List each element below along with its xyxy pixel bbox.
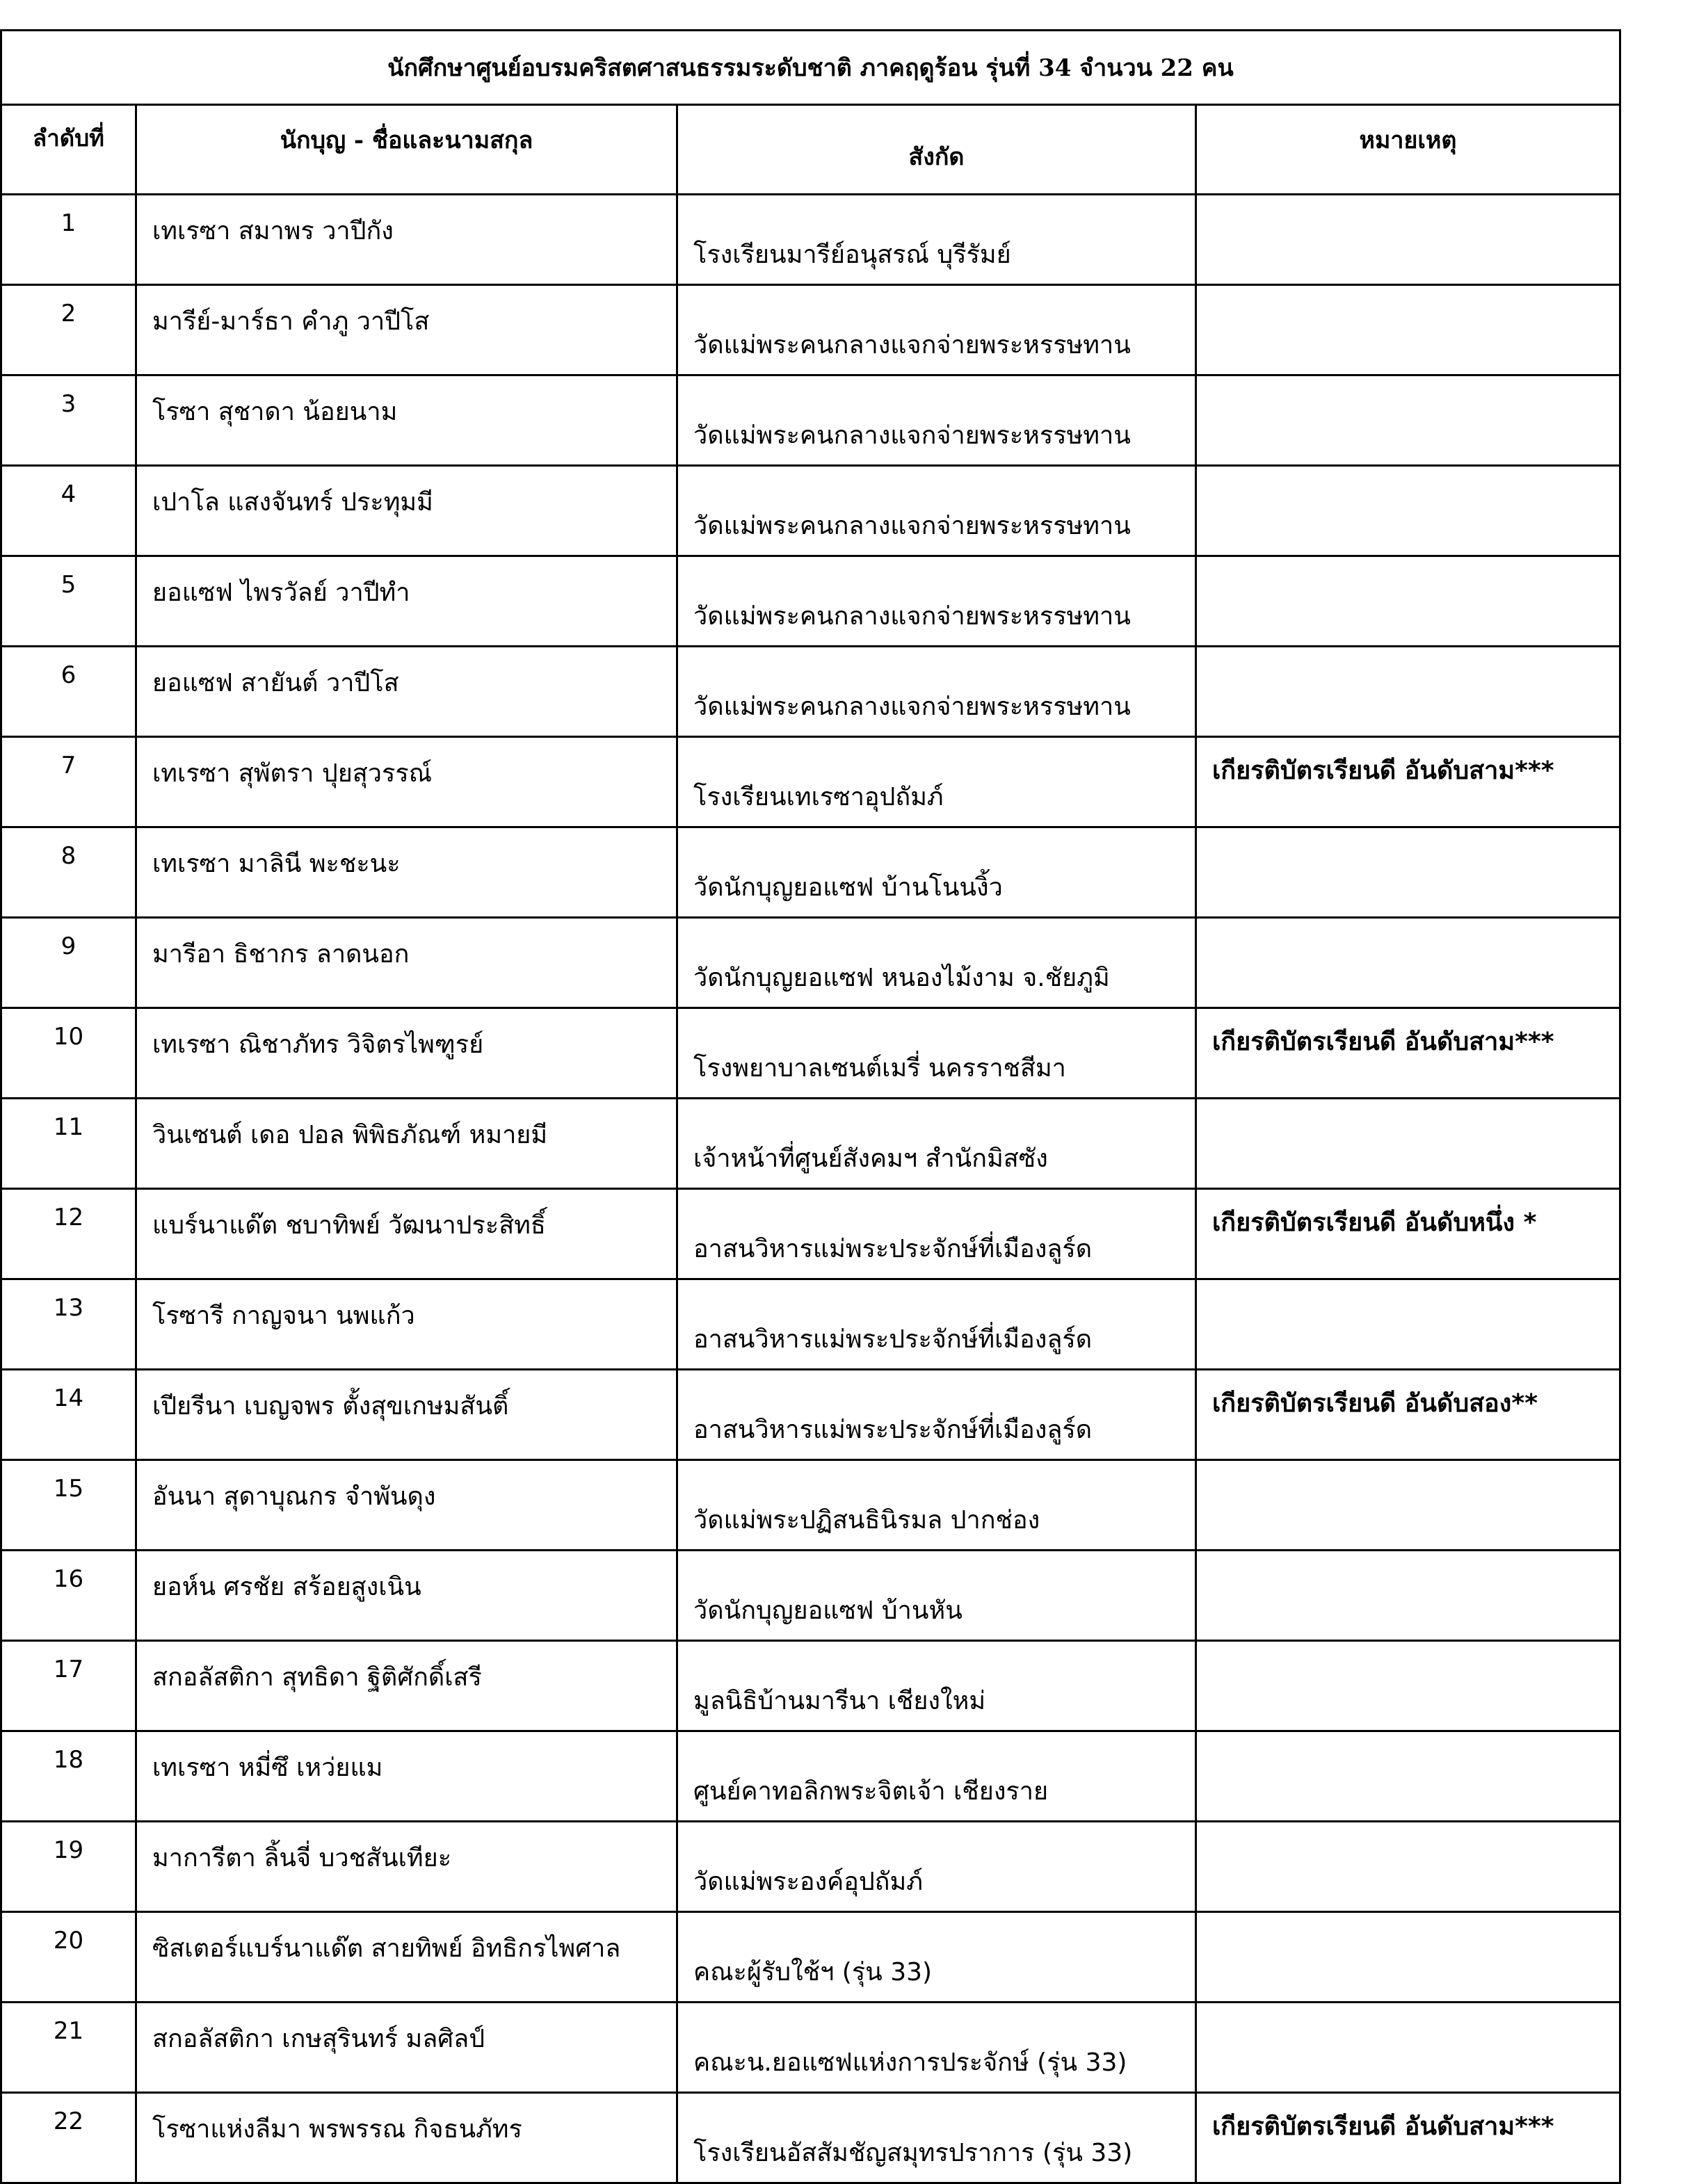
table-row xyxy=(1,827,1620,918)
row-number: 5 xyxy=(1,556,136,647)
student-name: เปาโล แสงจันทร์ ประทุมมี xyxy=(136,466,677,556)
table-row xyxy=(1,2003,1620,2093)
remark xyxy=(1196,1279,1620,1370)
row-number: 11 xyxy=(1,1099,136,1189)
student-name: เปียรีนา เบญจพร ตั้งสุขเกษมสันติ์ xyxy=(136,1370,677,1460)
header-affiliation: สังกัด xyxy=(677,105,1196,195)
student-name: โรซาแห่งลีมา พรพรรณ กิจธนภัทร xyxy=(136,2093,677,2183)
remark xyxy=(1196,285,1620,375)
student-name: เทเรซา ณิชาภัทร วิจิตรไพฑูรย์ xyxy=(136,1008,677,1099)
table-row xyxy=(1,1912,1620,2003)
student-name: โรซารี กาญจนา นพแก้ว xyxy=(136,1279,677,1370)
row-number: 4 xyxy=(1,466,136,556)
student-name: ยอห์น ศรชัย สร้อยสูงเนิน xyxy=(136,1551,677,1641)
table-row xyxy=(1,1731,1620,1822)
table-row xyxy=(1,375,1620,466)
student-name: สกอลัสติกา สุทธิดา ฐิติศักดิ์เสรี xyxy=(136,1641,677,1731)
affiliation: โรงพยาบาลเซนต์เมรี่ นครราชสีมา xyxy=(677,1008,1196,1099)
affiliation: วัดแม่พระคนกลางแจกจ่ายพระหรรษทาน xyxy=(677,375,1196,466)
affiliation: วัดแม่พระคนกลางแจกจ่ายพระหรรษทาน xyxy=(677,466,1196,556)
affiliation: อาสนวิหารแม่พระประจักษ์ที่เมืองลูร์ด xyxy=(677,1189,1196,1279)
row-number: 12 xyxy=(1,1189,136,1279)
student-roster-table xyxy=(0,29,1621,2184)
remark: เกียรติบัตรเรียนดี อันดับสาม*** xyxy=(1196,1008,1620,1099)
student-name: แบร์นาแด๊ต ชบาทิพย์ วัฒนาประสิทธิ์ xyxy=(136,1189,677,1279)
affiliation: วัดนักบุญยอแซฟ บ้านโนนงิ้ว xyxy=(677,827,1196,918)
table-row xyxy=(1,1279,1620,1370)
row-number: 2 xyxy=(1,285,136,375)
student-name: สกอลัสติกา เกษสุรินทร์ มลศิลป์ xyxy=(136,2003,677,2093)
row-number: 3 xyxy=(1,375,136,466)
affiliation: โรงเรียนมารีย์อนุสรณ์ บุรีรัมย์ xyxy=(677,195,1196,285)
header-remark: หมายเหตุ xyxy=(1196,105,1620,195)
row-number: 14 xyxy=(1,1370,136,1460)
row-number: 8 xyxy=(1,827,136,918)
student-name: เทเรซา สมาพร วาปีกัง xyxy=(136,195,677,285)
remark xyxy=(1196,1822,1620,1912)
remark xyxy=(1196,1099,1620,1189)
roster-body xyxy=(1,195,1620,2183)
affiliation: คณะน.ยอแซฟแห่งการประจักษ์ (รุ่น 33) xyxy=(677,2003,1196,2093)
table-row xyxy=(1,1099,1620,1189)
student-name: เทเรซา มาลินี พะชะนะ xyxy=(136,827,677,918)
affiliation: ศูนย์คาทอลิกพระจิตเจ้า เชียงราย xyxy=(677,1731,1196,1822)
table-row xyxy=(1,1822,1620,1912)
remark: เกียรติบัตรเรียนดี อันดับหนึ่ง * xyxy=(1196,1189,1620,1279)
affiliation: อาสนวิหารแม่พระประจักษ์ที่เมืองลูร์ด xyxy=(677,1370,1196,1460)
student-name: ยอแซฟ สายันต์ วาปีโส xyxy=(136,647,677,737)
table-row xyxy=(1,285,1620,375)
affiliation: วัดแม่พระคนกลางแจกจ่ายพระหรรษทาน xyxy=(677,556,1196,647)
remark xyxy=(1196,1731,1620,1822)
row-number: 19 xyxy=(1,1822,136,1912)
student-name: ยอแซฟ ไพรวัลย์ วาปีทำ xyxy=(136,556,677,647)
row-number: 10 xyxy=(1,1008,136,1099)
affiliation: วัดแม่พระปฏิสนธินิรมล ปากช่อง xyxy=(677,1460,1196,1551)
table-row xyxy=(1,2093,1620,2183)
affiliation: วัดนักบุญยอแซฟ หนองไม้งาม จ.ชัยภูมิ xyxy=(677,918,1196,1008)
remark xyxy=(1196,1551,1620,1641)
row-number: 17 xyxy=(1,1641,136,1731)
remark xyxy=(1196,556,1620,647)
row-number: 1 xyxy=(1,195,136,285)
table-row xyxy=(1,918,1620,1008)
header-name: นักบุญ - ชื่อและนามสกุล xyxy=(136,105,677,195)
remark xyxy=(1196,195,1620,285)
table-row xyxy=(1,1551,1620,1641)
remark xyxy=(1196,827,1620,918)
table-row xyxy=(1,737,1620,827)
affiliation: วัดแม่พระคนกลางแจกจ่ายพระหรรษทาน xyxy=(677,285,1196,375)
affiliation: วัดแม่พระองค์อุปถัมภ์ xyxy=(677,1822,1196,1912)
table-row xyxy=(1,1370,1620,1460)
row-number: 6 xyxy=(1,647,136,737)
affiliation: โรงเรียนเทเรซาอุปถัมภ์ xyxy=(677,737,1196,827)
student-name: มารีอา ธิชากร ลาดนอก xyxy=(136,918,677,1008)
affiliation: อาสนวิหารแม่พระประจักษ์ที่เมืองลูร์ด xyxy=(677,1279,1196,1370)
row-number: 18 xyxy=(1,1731,136,1822)
affiliation: วัดแม่พระคนกลางแจกจ่ายพระหรรษทาน xyxy=(677,647,1196,737)
student-name: อันนา สุดาบุณกร จำพันดุง xyxy=(136,1460,677,1551)
remark xyxy=(1196,1912,1620,2003)
row-number: 20 xyxy=(1,1912,136,2003)
remark xyxy=(1196,647,1620,737)
student-name: เทเรซา สุพัตรา ปุยสุวรรณ์ xyxy=(136,737,677,827)
affiliation: วัดนักบุญยอแซฟ บ้านหัน xyxy=(677,1551,1196,1641)
title-row xyxy=(1,31,1620,105)
row-number: 22 xyxy=(1,2093,136,2183)
student-name: มาการีตา ลิ้นจี่ บวชสันเทียะ xyxy=(136,1822,677,1912)
remark: เกียรติบัตรเรียนดี อันดับสอง** xyxy=(1196,1370,1620,1460)
table-title: นักศึกษาศูนย์อบรมคริสตศาสนธรรมระดับชาติ ภาคฤดูร้อน รุ่นที่ 34 จำนวน 22 คน xyxy=(1,31,1620,105)
remark xyxy=(1196,1641,1620,1731)
header-row xyxy=(1,105,1620,195)
student-name: เทเรซา หมี่ซึ เหว่ยแม xyxy=(136,1731,677,1822)
row-number: 21 xyxy=(1,2003,136,2093)
remark xyxy=(1196,1460,1620,1551)
row-number: 13 xyxy=(1,1279,136,1370)
remark: เกียรติบัตรเรียนดี อันดับสาม*** xyxy=(1196,737,1620,827)
table-row xyxy=(1,1641,1620,1731)
header-no: ลำดับที่ xyxy=(1,105,136,195)
row-number: 16 xyxy=(1,1551,136,1641)
remark xyxy=(1196,375,1620,466)
row-number: 15 xyxy=(1,1460,136,1551)
affiliation: เจ้าหน้าที่ศูนย์สังคมฯ สำนักมิสซัง xyxy=(677,1099,1196,1189)
table-row xyxy=(1,466,1620,556)
table-row xyxy=(1,647,1620,737)
student-name: ซิสเตอร์แบร์นาแด๊ต สายทิพย์ อิทธิกรไพศาล xyxy=(136,1912,677,2003)
affiliation: โรงเรียนอัสสัมชัญสมุทรปราการ (รุ่น 33) xyxy=(677,2093,1196,2183)
remark xyxy=(1196,2003,1620,2093)
affiliation: มูลนิธิบ้านมารีนา เชียงใหม่ xyxy=(677,1641,1196,1731)
remark: เกียรติบัตรเรียนดี อันดับสาม*** xyxy=(1196,2093,1620,2183)
table-row xyxy=(1,1008,1620,1099)
affiliation: คณะผู้รับใช้ฯ (รุ่น 33) xyxy=(677,1912,1196,2003)
student-name: มารีย์-มาร์ธา คำภู วาปีโส xyxy=(136,285,677,375)
row-number: 9 xyxy=(1,918,136,1008)
table-row xyxy=(1,1460,1620,1551)
row-number: 7 xyxy=(1,737,136,827)
remark xyxy=(1196,918,1620,1008)
table-row xyxy=(1,556,1620,647)
student-name: วินเซนต์ เดอ ปอล พิพิธภัณฑ์ หมายมี xyxy=(136,1099,677,1189)
table-row xyxy=(1,1189,1620,1279)
remark xyxy=(1196,466,1620,556)
student-name: โรซา สุชาดา น้อยนาม xyxy=(136,375,677,466)
table-row xyxy=(1,195,1620,285)
